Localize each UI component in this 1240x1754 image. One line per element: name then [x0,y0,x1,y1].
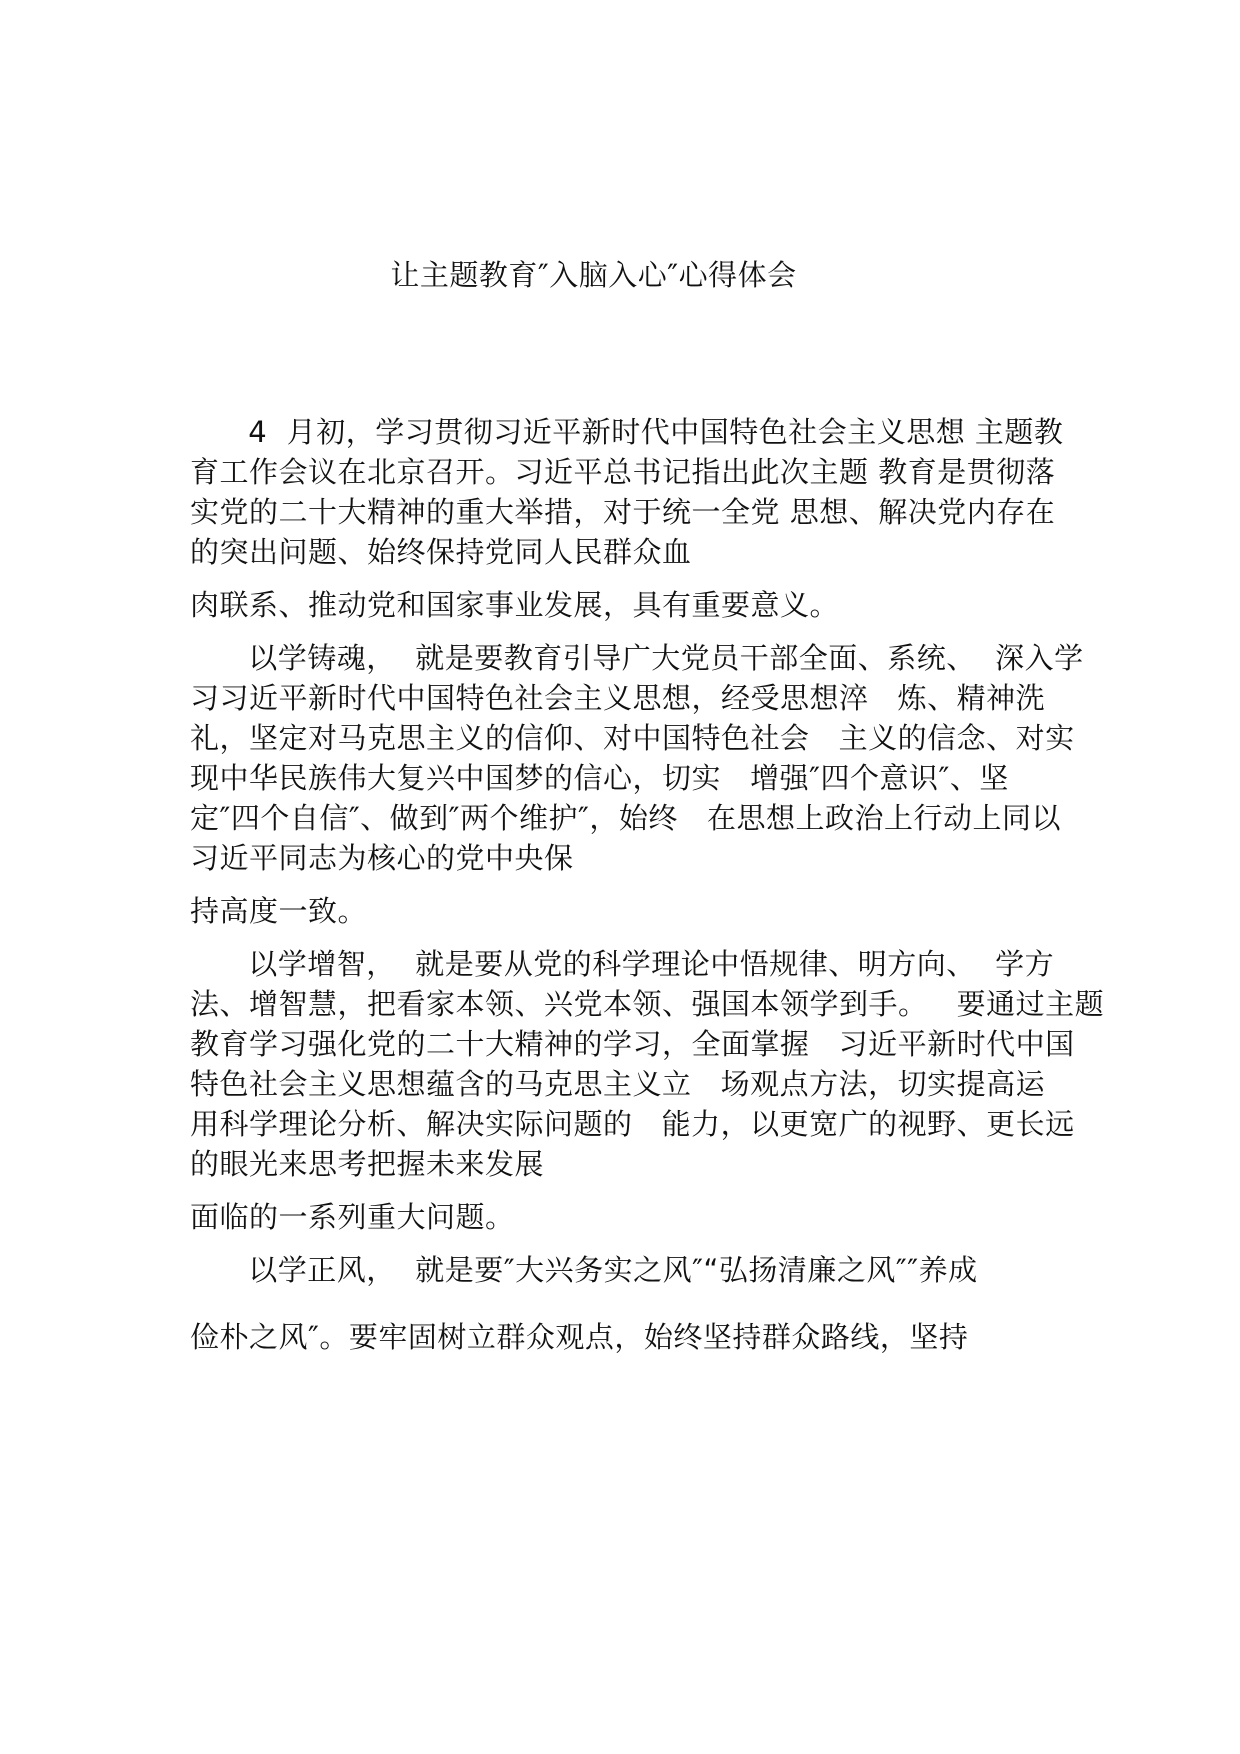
body-line-9: 现中华民族伟大复兴中国梦的信心，切实 增强″四个意识″、坚 [190,761,1009,795]
body-line-7: 习习近平新时代中国特色社会主义思想，经受思想淬 炼、精神洗 [190,681,1046,715]
body-line-18: 的眼光来思考把握未来发展 [190,1147,545,1181]
body-line-3: 实党的二十大精神的重大举措，对于统一全党 思想、解决党内存在 [190,495,1056,529]
document-title: 让主题教育″入脑入心″心得体会 [390,258,797,292]
body-line-16: 特色社会主义思想蕴含的马克思主义立 场观点方法，切实提高运 [190,1067,1046,1101]
body-line-12: 持高度一致。 [190,894,368,928]
body-line-11: 习近平同志为核心的党中央保 [190,841,574,875]
body-line-15: 教育学习强化党的二十大精神的学习，全面掌握 习近平新时代中国 [190,1027,1075,1061]
body-line-10: 定″四个自信″、做到″两个维护″，始终 在思想上政治上行动上同以 [190,801,1061,835]
body-line-1: 4 月初，学习贯彻习近平新时代中国特色社会主义思想 主题教 [190,415,1064,449]
body-line-2: 育工作会议在北京召开。习近平总书记指出此次主题 教育是贯彻落 [190,455,1056,489]
body-line-4: 的突出问题、始终保持党同人民群众血 [190,535,692,569]
body-line-20: 以学正风， 就是要″大兴务实之风″“弘扬清廉之风″″养成 [190,1253,978,1287]
body-line-14: 法、增智慧，把看家本领、兴党本领、强国本领学到手。 要通过主题 [190,987,1105,1021]
body-line-8: 礼，坚定对马克思主义的信仰、对中国特色社会 主义的信念、对实 [190,721,1075,755]
body-line-21: 俭朴之风″。要牢固树立群众观点，始终坚持群众路线，坚持 [190,1320,969,1354]
body-line-5: 肉联系、推动党和国家事业发展，具有重要意义。 [190,588,840,622]
body-line-17: 用科学理论分析、解决实际问题的 能力，以更宽广的视野、更长远 [190,1107,1075,1141]
body-line-19: 面临的一系列重大问题。 [190,1200,515,1234]
body-line-6: 以学铸魂， 就是要教育引导广大党员干部全面、系统、 深入学 [190,641,1084,675]
body-line-13: 以学增智， 就是要从党的科学理论中悟规律、明方向、 学方 [190,947,1055,981]
